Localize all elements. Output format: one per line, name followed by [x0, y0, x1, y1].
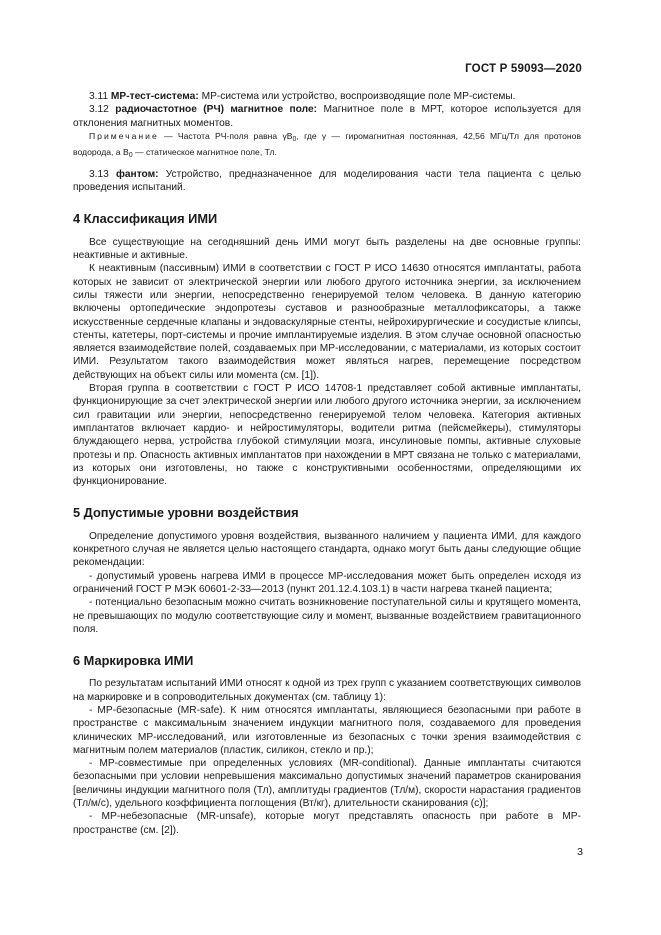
definition-term: радиочастотное (РЧ) магнитное поле:: [115, 104, 318, 116]
definition-number: 3.12: [89, 104, 109, 116]
definition-number: 3.11: [89, 91, 109, 102]
note-text-part: , где γ — гиромагнитная постоянная, 42,56 МГц/Тл для протонов водорода, а B: [73, 130, 582, 157]
section-6-list-item: - МР-совместимые при определенных условиях (MR-conditional). Данные имплантаты считаются безопасными при условии непревышения максимально допустимых значений параметров сканирования [величины индукции магнитного поля (Тл), амплитуды градиентов (Тл/м), скорости нарастания градиентов (Тл/м/с), удельного коэффициента поглощения (Вт/кг), длительности сканирования (с)];: [73, 758, 581, 810]
definition-term: фантом:: [115, 168, 159, 180]
section-5-paragraph: Определение допустимого уровня воздействия, вызванного наличием у пациента ИМИ, для каждого конкретного случая не является целью настоящего стандарта, однако могут быть даны следующие общие рекомендации:: [73, 530, 581, 569]
definition-number: 3.13: [89, 168, 109, 180]
note-text-part: — Частота РЧ-поля равна γB: [158, 130, 293, 141]
definition-3-11: [73, 90, 581, 103]
definition-3-12: [73, 103, 581, 130]
section-5-list-item: - потенциально безопасным можно считать возникновение поступательной силы и крутящего момента, не превышающих по модулю соответствующие силу и момент, вызванные воздействием гравитационного поля.: [73, 597, 581, 635]
note-subscript: 0: [292, 135, 297, 143]
definition-text: Устройство, предназначенное для моделирования части тела пациента с целью проведения испытаний.: [73, 168, 581, 194]
document-body: [73, 90, 581, 837]
section-5-list-item: - допустимый уровень нагрева ИМИ в процессе МР-исследования может быть определен исходя из ограничений ГОСТ Р МЭК 60601-2-33—2013 (пункт 201.12.4.103.1) в части нагрева тканей пациента;: [73, 570, 581, 595]
section-4-paragraph: Все существующие на сегодняшний день ИМИ могут быть разделены на две основные группы: неактивные и активные.: [73, 236, 581, 262]
note-subscript: 0: [128, 151, 133, 159]
standard-code-header: ГОСТ Р 59093—2020: [465, 63, 582, 75]
section-5-heading: 5 Допустимые уровни воздействия: [73, 505, 299, 521]
definition-text: МР-система или устройство, воспроизводящие поле МР-системы.: [198, 91, 516, 102]
section-4-paragraph: К неактивным (пассивным) ИМИ в соответствии с ГОСТ Р ИСО 14630 относятся имплантаты, работа которых не зависит от электрической энергии или любого другого источника энергии, за исключением силы тяжести или энергии, непосредственно генерируемой телом человека. В данную категорию включены ортопедические эндопротезы суставов и разнообразные металлофиксаторы, а также искусственные сердечные клапаны и эндоваскулярные стенты, нейрохирургические и сосудистые клипсы, стенты, катетеры, порт-системы и прочие имплантируемые изделия. В этом случае основной опасностью является взаимодействие полей, создаваемых при МР-исследовании, с материалами, из которых состоит ИМИ. Результатом такого взаимодействия может являться нагрев, перемещение посредством действующих на объект силы или момента (см. [1]).: [73, 263, 581, 381]
section-6-heading: 6 Маркировка ИМИ: [73, 653, 194, 669]
section-6-paragraph: По результатам испытаний ИМИ относят к одной из трех групп с указанием соответствующих символов на маркировке и в сопроводительных документах (см. таблицу 1):: [73, 678, 581, 703]
note-paragraph: [73, 130, 581, 162]
section-6-list-item: - МР-небезопасные (MR-unsafe), которые могут представлять опасность при работе в МР-пространстве (см. [2]).: [73, 811, 581, 836]
section-4-paragraph: Вторая группа в соответствии с ГОСТ Р ИСО 14708-1 представляет собой активные имплантаты, функционирующие за счет электрической энергии или любого другого источника энергии, за исключением сил гравитации или энергии, непосредственно генерируемой телом человека. Категория активных имплантатов включает кардио- и нейростимуляторы, водители ритма (пейсмейкеры), стимуляторы блуждающего нерва, устройства глубокой стимуляции мозга, инсулиновые помпы, активные слуховые протезы и пр. Опасность активных имплантатов при нахождении в МРТ связана не только с материалами, из которых они изготовлены, но также с конструктивными особенностями, определяющими их функционирование.: [73, 383, 581, 488]
section-6-list-item: - МР-безопасные (MR-safe). К ним относятся имплантаты, являющиеся безопасными при работе в пространстве с максимальным значением индукции магнитного поля, создаваемого для проведения клинических МР-исследований, или изготовленные из безопасных с точки зрения взаимодействия с магнитным полем материалов (пластик, силикон, стекло и пр.);: [73, 704, 581, 756]
note-text-part: — статическое магнитное поле, Тл.: [132, 146, 277, 157]
section-4-heading: 4 Классификация ИМИ: [73, 211, 218, 227]
note-label: Примечание: [89, 130, 159, 141]
page-number: 3: [577, 846, 583, 858]
definition-text: Магнитное поле в МРТ, которое используется для отклонения магнитных моментов.: [73, 104, 581, 129]
definition-term: МР-тест-система:: [110, 91, 199, 102]
definition-3-13: [73, 168, 581, 195]
